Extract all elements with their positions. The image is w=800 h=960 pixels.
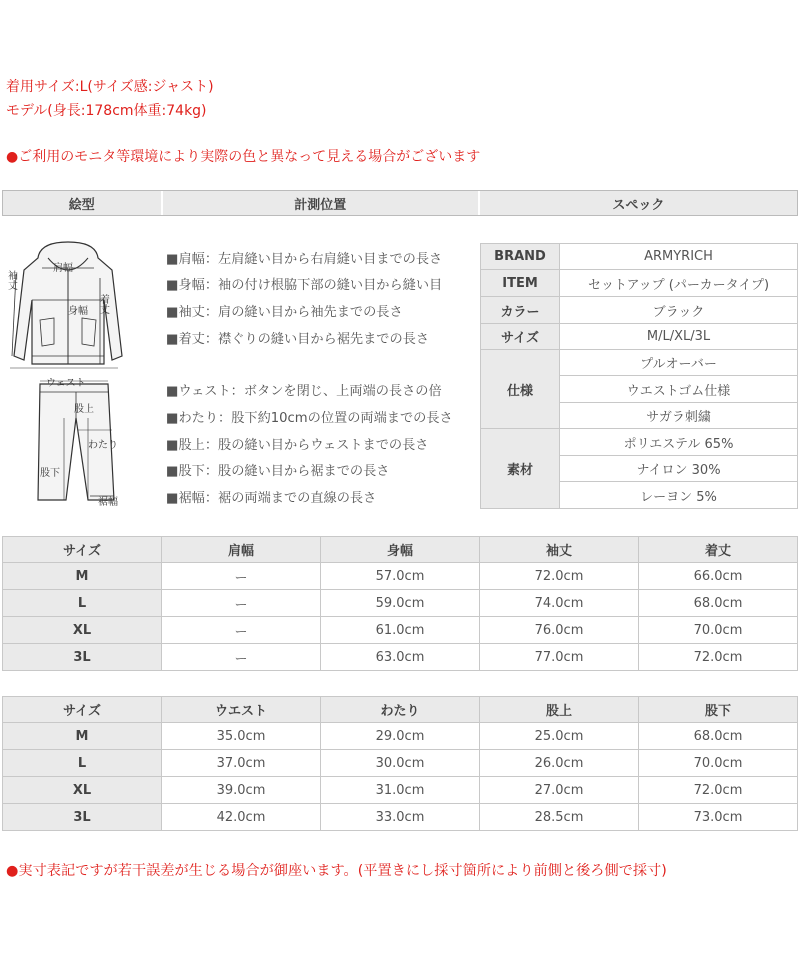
measure-suso-haba: ■裾幅：裾の両端までの直線の長さ — [166, 491, 377, 506]
label-mata-shita: 股下 — [40, 468, 60, 479]
spec-table — [480, 243, 798, 509]
notice-bottom: ●実寸表記ですが若干誤差が生じる場合が御座います。(平置きにし採寸箇所により前側と後ろ側で採寸) — [6, 863, 667, 879]
table-cell-size: M — [3, 563, 162, 590]
table-header-cell: 股上 — [480, 697, 639, 723]
table-cell-size: M — [3, 723, 162, 750]
spec-size-label: サイズ — [481, 324, 560, 350]
spec-sozai-value: ポリエステル 65% — [560, 429, 798, 456]
measure-mata-shita: ■股下：股の縫い目から裾までの長さ — [166, 464, 390, 479]
header-figure: 絵型 — [3, 191, 163, 215]
measure-sode-take: ■袖丈：肩の縫い目から袖先までの長さ — [166, 305, 403, 320]
spec-row-shiyou-1 — [481, 350, 798, 376]
spec-row-item — [481, 270, 798, 297]
table-row — [3, 777, 798, 804]
measure-ki-take: ■着丈：襟ぐりの縫い目から裾先までの長さ — [166, 332, 430, 347]
table-cell: 70.0cm — [639, 750, 798, 777]
spec-row-color — [481, 297, 798, 324]
spec-row-sozai-1 — [481, 429, 798, 456]
table-cell: 68.0cm — [639, 723, 798, 750]
table-cell: ー — [162, 617, 321, 644]
measure-waist: ■ウェスト：ボタンを閉じ、上両端の長さの倍 — [166, 384, 442, 399]
top-size-table — [2, 536, 798, 671]
bottom-size-table — [2, 696, 798, 831]
label-waist: ウェスト — [46, 378, 86, 389]
table-header-cell: 着丈 — [639, 537, 798, 563]
table-row — [3, 617, 798, 644]
table-cell: 31.0cm — [321, 777, 480, 804]
table-header-cell: 身幅 — [321, 537, 480, 563]
table-cell: 72.0cm — [639, 777, 798, 804]
table-header-cell: 肩幅 — [162, 537, 321, 563]
table-cell: 61.0cm — [321, 617, 480, 644]
spec-shiyou-value: ウエストゴム仕様 — [560, 376, 798, 403]
table-header-cell: サイズ — [3, 537, 162, 563]
table-header-cell: わたり — [321, 697, 480, 723]
spec-sozai-value: レーヨン 5% — [560, 482, 798, 509]
label-mata-ue: 股上 — [74, 404, 94, 415]
table-header-cell: ウエスト — [162, 697, 321, 723]
spec-color-label: カラー — [481, 297, 560, 324]
label-sode-take: 袖丈 — [8, 271, 18, 292]
table-cell: 39.0cm — [162, 777, 321, 804]
table-cell: ー — [162, 644, 321, 671]
table-cell: 33.0cm — [321, 804, 480, 831]
table-cell: 63.0cm — [321, 644, 480, 671]
spec-sozai-label: 素材 — [481, 429, 560, 509]
table-cell: 66.0cm — [639, 563, 798, 590]
table-cell: 29.0cm — [321, 723, 480, 750]
label-kata-haba: 肩幅 — [53, 263, 73, 274]
table-header-cell: 袖丈 — [480, 537, 639, 563]
table-cell: 73.0cm — [639, 804, 798, 831]
table-cell: 72.0cm — [639, 644, 798, 671]
table-cell: 37.0cm — [162, 750, 321, 777]
header-measure: 計測位置 — [163, 191, 480, 215]
table-row — [3, 590, 798, 617]
table-cell-size: L — [3, 590, 162, 617]
table-row — [3, 750, 798, 777]
header-spec: スペック — [480, 191, 797, 215]
table-cell: 76.0cm — [480, 617, 639, 644]
measure-mi-haba: ■身幅：袖の付け根脇下部の縫い目から縫い目 — [166, 278, 443, 293]
spec-shiyou-label: 仕様 — [481, 350, 560, 429]
table-cell-size: 3L — [3, 644, 162, 671]
table-row — [3, 723, 798, 750]
label-ki-take: 着丈 — [100, 295, 110, 316]
table-cell: 70.0cm — [639, 617, 798, 644]
notice-top: ●ご利用のモニタ等環境により実際の色と異なって見える場合がございます — [6, 149, 481, 165]
spec-color-value: ブラック — [560, 297, 798, 324]
table-cell: ー — [162, 590, 321, 617]
table-cell-size: 3L — [3, 804, 162, 831]
table-cell: 26.0cm — [480, 750, 639, 777]
table-row — [3, 644, 798, 671]
table-cell-size: XL — [3, 777, 162, 804]
table-cell-size: L — [3, 750, 162, 777]
spec-item-label: ITEM — [481, 270, 560, 297]
spec-row-size — [481, 324, 798, 350]
spec-brand-label: BRAND — [481, 244, 560, 270]
table-cell: 57.0cm — [321, 563, 480, 590]
spec-size-value: M/L/XL/3L — [560, 324, 798, 350]
table-cell: 27.0cm — [480, 777, 639, 804]
table-cell: 25.0cm — [480, 723, 639, 750]
model-body-line: モデル(身長:178cm体重:74kg) — [6, 103, 207, 119]
section-header — [2, 190, 798, 216]
table-cell: 42.0cm — [162, 804, 321, 831]
table-cell: 30.0cm — [321, 750, 480, 777]
table-header-cell: 股下 — [639, 697, 798, 723]
measure-mata-ue: ■股上：股の縫い目からウェストまでの長さ — [166, 438, 429, 453]
spec-row-brand — [481, 244, 798, 270]
table-header-row — [3, 537, 798, 563]
spec-shiyou-value: サガラ刺繍 — [560, 403, 798, 429]
table-cell: 59.0cm — [321, 590, 480, 617]
measure-kata-haba: ■肩幅：左肩縫い目から右肩縫い目までの長さ — [166, 252, 443, 267]
label-suso-haba: 裾幅 — [98, 497, 118, 508]
model-size-line: 着用サイズ:L(サイズ感:ジャスト) — [6, 79, 214, 95]
table-cell: ー — [162, 563, 321, 590]
table-cell: 72.0cm — [480, 563, 639, 590]
table-cell: 28.5cm — [480, 804, 639, 831]
spec-brand-value: ARMYRICH — [560, 244, 798, 270]
measure-watari: ■わたり：股下約10cmの位置の両端までの長さ — [166, 411, 453, 426]
table-header-row — [3, 697, 798, 723]
table-cell: 74.0cm — [480, 590, 639, 617]
spec-sozai-value: ナイロン 30% — [560, 456, 798, 482]
table-header-cell: サイズ — [3, 697, 162, 723]
table-cell-size: XL — [3, 617, 162, 644]
table-row — [3, 804, 798, 831]
spec-item-value: セットアップ (パーカータイプ) — [560, 270, 798, 297]
table-cell: 68.0cm — [639, 590, 798, 617]
label-mi-haba: 身幅 — [68, 306, 88, 317]
table-cell: 77.0cm — [480, 644, 639, 671]
label-watari: わたり — [88, 440, 118, 451]
table-row — [3, 563, 798, 590]
spec-shiyou-value: プルオーバー — [560, 350, 798, 376]
table-cell: 35.0cm — [162, 723, 321, 750]
